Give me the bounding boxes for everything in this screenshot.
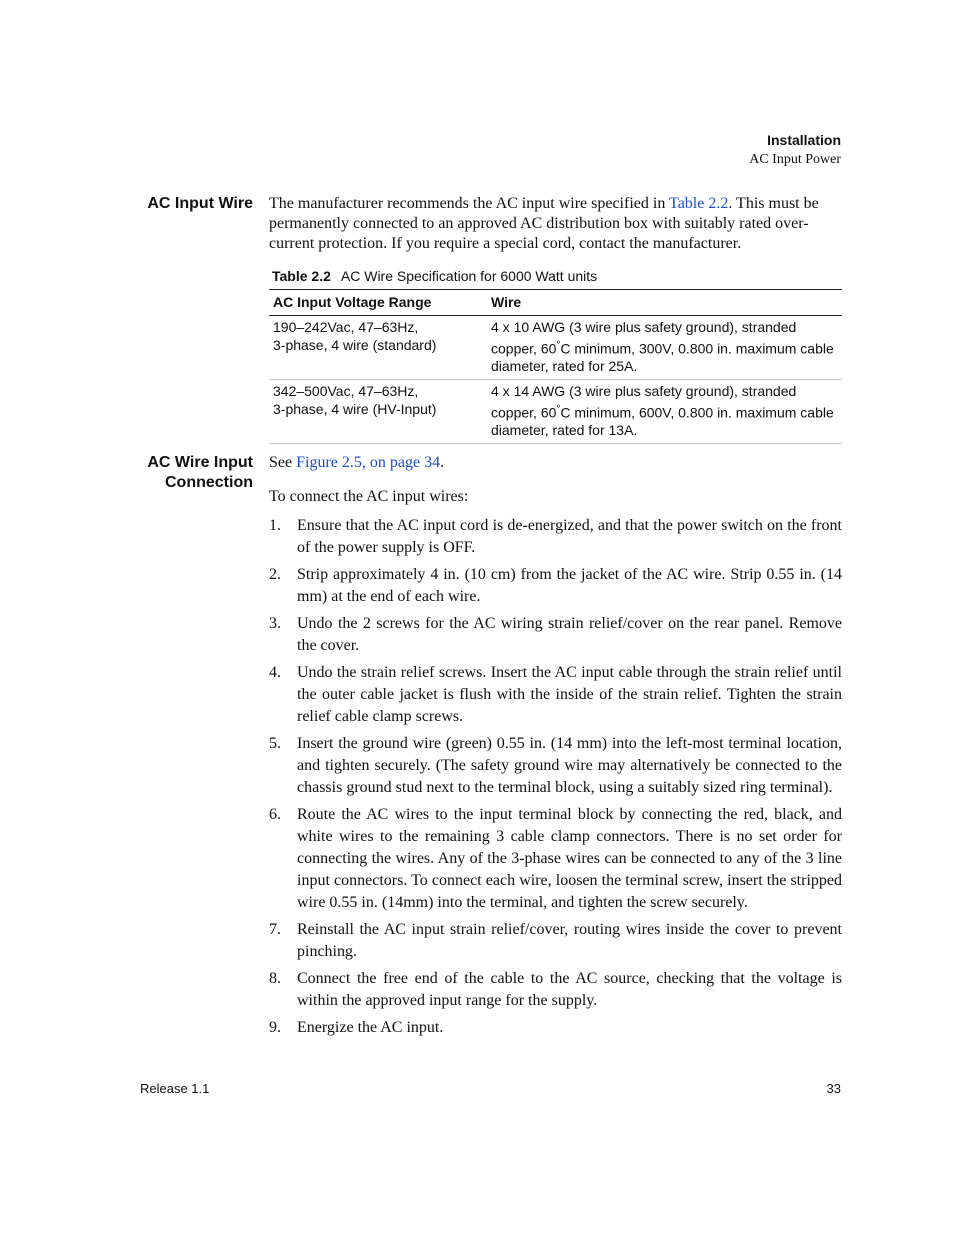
voltage-range-cell [269, 380, 487, 444]
step-number: 8. [269, 970, 281, 987]
heading-ac-input-wire: AC Input Wire [147, 195, 253, 212]
list-item [269, 662, 842, 728]
step-text: Undo the 2 screws for the AC wiring strain relief/cover on the rear panel. Remove the cover. [297, 615, 842, 654]
wire-text: 4 x 10 AWG (3 wire plus safety ground), stranded copper, 60 [491, 319, 797, 357]
table-row [269, 380, 842, 444]
connection-steps-list [269, 515, 842, 1044]
list-item [269, 613, 842, 657]
see-suffix: . [440, 454, 445, 471]
list-item [269, 804, 842, 914]
list-item [269, 733, 842, 799]
wire-text: C minimum, 300V, 0.800 in. maximum cable diameter, rated for 25A. [491, 340, 834, 374]
connect-lead-text: To connect the AC input wires: [269, 488, 469, 505]
wire-cell [487, 380, 842, 444]
table-header-row [269, 290, 842, 316]
table-number: Table 2.2 [272, 268, 331, 284]
step-number: 5. [269, 735, 281, 752]
list-item [269, 919, 842, 963]
step-number: 9. [269, 1019, 281, 1036]
wire-text: 4 x 14 AWG (3 wire plus safety ground), stranded copper, 60 [491, 383, 797, 421]
table-2-2-link[interactable]: Table 2.2 [669, 195, 729, 212]
step-number: 3. [269, 615, 281, 632]
range-line: 3-phase, 4 wire (standard) [273, 336, 437, 353]
range-line: 342–500Vac, 47–63Hz, [273, 383, 419, 400]
wire-text: C minimum, 600V, 0.800 in. maximum cable diameter, rated for 13A. [491, 404, 834, 438]
heading-ac-wire-input-connection [100, 453, 253, 493]
heading-line: AC Wire Input [147, 454, 253, 471]
footer-release: Release 1.1 [140, 1081, 210, 1096]
wire-cell [487, 316, 842, 380]
step-number: 2. [269, 566, 281, 583]
range-line: 190–242Vac, 47–63Hz, [273, 319, 419, 335]
list-item [269, 968, 842, 1012]
step-text: Connect the free end of the cable to the AC source, checking that the voltage is within the approved input range for the supply. [297, 970, 842, 1009]
list-item [269, 515, 842, 559]
step-text: Ensure that the AC input cord is de-energized, and that the power switch on the front of the power supply is OFF. [297, 517, 842, 556]
degree-symbol: ° [556, 339, 561, 351]
step-text: Energize the AC input. [297, 1019, 444, 1036]
see-figure-line [269, 453, 444, 473]
column-header-wire: Wire [487, 290, 842, 316]
ac-input-wire-paragraph [269, 194, 844, 254]
intro-text-start: The manufacturer recommends the AC input wire specified in [269, 195, 670, 212]
heading-line: Connection [165, 474, 253, 491]
step-number: 1. [269, 517, 281, 534]
header-chapter: Installation [767, 132, 841, 148]
see-prefix: See [269, 454, 297, 471]
range-line: 3-phase, 4 wire (HV-Input) [273, 400, 437, 417]
step-text: Route the AC wires to the input terminal block by connecting the red, black, and white wires to the remaining 3 cable clamp connectors. There is no set order for connecting the wires. Any of the 3-phase wires can be connected to any of the 3 line input connectors. To connect each wire, loosen the terminal screw, insert the stripped wire 0.55 in. (14mm) into the terminal, and tighten the screw securely. [297, 806, 842, 911]
step-text: Undo the strain relief screws. Insert the AC input cable through the strain relief until the outer cable jacket is flush with the inside of the strain relief. Tighten the strain relief cable clamp screws. [297, 664, 842, 725]
table-row [269, 316, 842, 380]
running-header [749, 131, 841, 169]
table-title: AC Wire Specification for 6000 Watt units [340, 268, 598, 284]
step-number: 4. [269, 664, 281, 681]
list-item [269, 564, 842, 608]
wire-spec-table [269, 289, 842, 444]
list-item [269, 1017, 842, 1039]
step-number: 6. [269, 806, 281, 823]
step-text: Insert the ground wire (green) 0.55 in. (14 mm) into the left-most terminal location, and tighten securely. (The safety ground wire may alternatively be connected to the chassis ground stud next to the terminal block, using a suitably sized ring terminal). [297, 735, 842, 796]
table-caption [272, 268, 597, 284]
step-text: Reinstall the AC input strain relief/cover, routing wires inside the cover to prevent pinching. [297, 921, 842, 960]
voltage-range-cell [269, 316, 487, 380]
header-section: AC Input Power [749, 152, 841, 167]
step-number: 7. [269, 921, 281, 938]
intro-text-end: . This must be permanently connected to an approved AC distribution box with suitably rated over-current protection. If you require a special cord, contact the manufacturer. [269, 195, 819, 252]
step-text: Strip approximately 4 in. (10 cm) from the jacket of the AC wire. Strip 0.55 in. (14 mm) at the end of each wire. [297, 566, 842, 605]
figure-2-5-link[interactable]: Figure 2.5, on page 34 [296, 454, 441, 471]
footer-page-number: 33 [826, 1081, 841, 1096]
degree-symbol: ° [556, 403, 561, 415]
column-header-voltage-range: AC Input Voltage Range [269, 290, 487, 316]
